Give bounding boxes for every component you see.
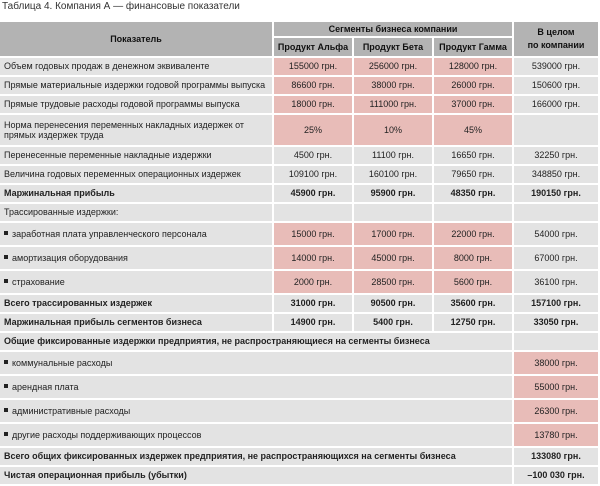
cell-beta: 160100 грн. [354, 166, 434, 185]
row-label: Прямые материальные издержки годовой программы выпуска [0, 77, 274, 96]
cell-gamma: 26000 грн. [434, 77, 514, 96]
cell-alpha [274, 204, 354, 223]
row-label: Перенесенные переменные накладные издержки [0, 147, 274, 166]
cell-beta: 5400 грн. [354, 314, 434, 333]
header-segments: Сегменты бизнеса компании [274, 22, 514, 38]
row-label: Прямые трудовые расходы годовой программы выпуска [0, 96, 274, 115]
cell-gamma: 45% [434, 115, 514, 147]
cell-total: 33050 грн. [514, 314, 600, 333]
cell-gamma: 12750 грн. [434, 314, 514, 333]
row-label: Норма перенесения переменных накладных издержек от прямых издержек труда [0, 115, 274, 147]
cell-beta: 10% [354, 115, 434, 147]
row-label-cell [0, 247, 274, 271]
cell-alpha: 109100 грн. [274, 166, 354, 185]
header-product-gamma: Продукт Гамма [434, 38, 514, 58]
cell-total: 26300 грн. [514, 400, 600, 424]
header-product-alpha: Продукт Альфа [274, 38, 354, 58]
cell-beta: 28500 грн. [354, 271, 434, 295]
table-row [0, 247, 600, 271]
financial-table [0, 22, 600, 486]
cell-beta: 17000 грн. [354, 223, 434, 247]
cell-total: 13780 грн. [514, 424, 600, 448]
cell-alpha: 14900 грн. [274, 314, 354, 333]
row-label-cell [0, 400, 514, 424]
row-label: административные расходы [12, 405, 131, 416]
cell-total: 54000 грн. [514, 223, 600, 247]
row-label: другие расходы поддерживающих процессов [12, 429, 202, 440]
cell-alpha: 4500 грн. [274, 147, 354, 166]
table-row [0, 223, 600, 247]
cell-total: 32250 грн. [514, 147, 600, 166]
cell-gamma: 35600 грн. [434, 295, 514, 314]
cell-total: 157100 грн. [514, 295, 600, 314]
cell-gamma: 5600 грн. [434, 271, 514, 295]
cell-alpha: 25% [274, 115, 354, 147]
cell-gamma: 22000 грн. [434, 223, 514, 247]
cell-gamma: 37000 грн. [434, 96, 514, 115]
row-label: амортизация оборудования [12, 252, 128, 263]
row-label: Всего трассированных издержек [0, 295, 274, 314]
table-row [0, 58, 600, 77]
cell-beta: 11100 грн. [354, 147, 434, 166]
row-label: Величина годовых переменных операционных издержек [0, 166, 274, 185]
row-label-cell [0, 271, 274, 295]
table-row [0, 376, 600, 400]
cell-gamma [434, 204, 514, 223]
cell-total [514, 333, 600, 352]
cell-beta: 95900 грн. [354, 185, 434, 204]
cell-alpha: 155000 грн. [274, 58, 354, 77]
table-row [0, 448, 600, 467]
cell-total: 150600 грн. [514, 77, 600, 96]
financial-table-container [0, 22, 600, 486]
row-label-cell [0, 223, 274, 247]
row-label: страхование [12, 276, 65, 287]
table-row [0, 467, 600, 486]
square-bullet-icon [4, 384, 8, 388]
cell-total [514, 115, 600, 147]
row-label: коммунальные расходы [12, 357, 113, 368]
row-label: Чистая операционная прибыль (убытки) [0, 467, 514, 486]
cell-beta: 256000 грн. [354, 58, 434, 77]
cell-gamma: 16650 грн. [434, 147, 514, 166]
cell-alpha: 18000 грн. [274, 96, 354, 115]
header-indicator: Показатель [0, 22, 274, 58]
table-row [0, 204, 600, 223]
cell-gamma: 48350 грн. [434, 185, 514, 204]
table-row [0, 352, 600, 376]
table-row [0, 314, 600, 333]
header-total [514, 22, 600, 58]
cell-alpha: 15000 грн. [274, 223, 354, 247]
table-row [0, 147, 600, 166]
cell-total: –100 030 грн. [514, 467, 600, 486]
square-bullet-icon [4, 408, 8, 412]
row-label: Маржинальная прибыль [0, 185, 274, 204]
square-bullet-icon [4, 231, 8, 235]
row-label-cell [0, 352, 514, 376]
square-bullet-icon [4, 255, 8, 259]
row-label: Всего общих фиксированных издержек предприятия, не распространяющихся на сегменты бизнеса [0, 448, 514, 467]
cell-total: 348850 грн. [514, 166, 600, 185]
cell-total: 38000 грн. [514, 352, 600, 376]
row-label: Общие фиксированные издержки предприятия, не распространяющиеся на сегменты бизнеса [0, 333, 514, 352]
row-label: Маржинальная прибыль сегментов бизнеса [0, 314, 274, 333]
cell-total: 133080 грн. [514, 448, 600, 467]
cell-beta: 45000 грн. [354, 247, 434, 271]
row-label-cell [0, 376, 514, 400]
cell-beta: 111000 грн. [354, 96, 434, 115]
cell-alpha: 86600 грн. [274, 77, 354, 96]
table-row [0, 271, 600, 295]
cell-gamma: 79650 грн. [434, 166, 514, 185]
cell-total: 166000 грн. [514, 96, 600, 115]
row-label: Трассированные издержки: [0, 204, 274, 223]
table-row [0, 424, 600, 448]
cell-beta [354, 204, 434, 223]
table-row [0, 96, 600, 115]
header-product-beta: Продукт Бета [354, 38, 434, 58]
table-row [0, 295, 600, 314]
square-bullet-icon [4, 360, 8, 364]
cell-beta: 90500 грн. [354, 295, 434, 314]
table-row [0, 166, 600, 185]
row-label: заработная плата управленческого персонала [12, 228, 207, 239]
header-total-line2: по компании [527, 40, 585, 50]
cell-total: 36100 грн. [514, 271, 600, 295]
row-label-cell [0, 424, 514, 448]
cell-total: 55000 грн. [514, 376, 600, 400]
cell-total: 190150 грн. [514, 185, 600, 204]
cell-total: 67000 грн. [514, 247, 600, 271]
row-label: арендная плата [12, 381, 79, 392]
table-row [0, 333, 600, 352]
cell-alpha: 45900 грн. [274, 185, 354, 204]
cell-gamma: 128000 грн. [434, 58, 514, 77]
cell-total: 539000 грн. [514, 58, 600, 77]
cell-alpha: 2000 грн. [274, 271, 354, 295]
square-bullet-icon [4, 279, 8, 283]
table-row [0, 400, 600, 424]
row-label: Объем годовых продаж в денежном эквиваленте [0, 58, 274, 77]
table-row [0, 77, 600, 96]
table-row [0, 115, 600, 147]
header-total-line1: В целом [537, 27, 575, 37]
cell-beta: 38000 грн. [354, 77, 434, 96]
cell-total [514, 204, 600, 223]
cell-alpha: 14000 грн. [274, 247, 354, 271]
cell-alpha: 31000 грн. [274, 295, 354, 314]
table-caption: Таблица 4. Компания А — финансовые показатели [2, 1, 240, 12]
square-bullet-icon [4, 432, 8, 436]
table-row [0, 185, 600, 204]
cell-gamma: 8000 грн. [434, 247, 514, 271]
